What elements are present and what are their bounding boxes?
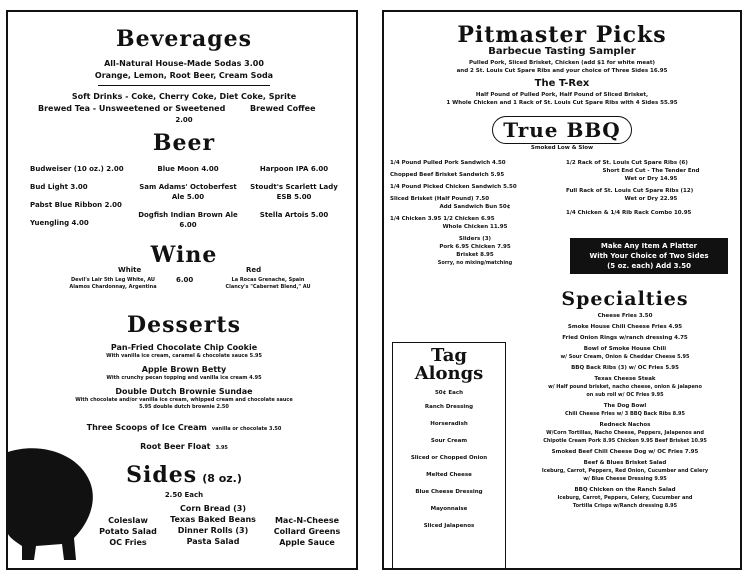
beer-col-2 xyxy=(138,164,238,230)
specialty-item: The Dog Bowl xyxy=(603,403,647,409)
divider xyxy=(98,85,270,86)
specialty-item: Iceburg, Carrot, Peppers, Red Onion, Cucumber and Celery xyxy=(541,468,709,474)
wine-item: Devil's Lair 5th Leg White, AU xyxy=(70,277,155,283)
beer-item: Stoudt's Scarlett Lady ESB 5.00 xyxy=(250,183,338,201)
rib-item: 1/4 Chicken & 1/4 Rib Rack Combo 10.95 xyxy=(566,210,692,216)
sides-col-1 xyxy=(83,515,173,548)
beer-item: Harpoon IPA 6.00 xyxy=(259,165,329,173)
bbq-item: Add Sandwich Bun 50¢ xyxy=(439,204,511,210)
beer-item: Stella Artois 5.00 xyxy=(259,211,329,219)
brewed-tea: Brewed Tea - Unsweetened or Sweetened xyxy=(38,104,226,113)
side-item: Potato Salad xyxy=(99,527,157,536)
specialty-item: Smoke House Chili Cheese Fries 4.95 xyxy=(567,324,683,330)
right-menu-panel xyxy=(382,10,742,570)
tag-alongs-word: Alongs xyxy=(414,363,484,384)
bbq-item: Sorry, no mixing/matching xyxy=(437,260,513,266)
beer-item: Blue Moon 4.00 xyxy=(157,165,219,173)
side-item: Dinner Rolls (3) xyxy=(177,526,249,535)
bbq-item: Sliders (3) xyxy=(458,236,492,242)
beer-col-3 xyxy=(244,164,344,220)
wine-heading: Wine xyxy=(150,242,218,268)
wine-item: Alamos Chardonnay, Argentina xyxy=(69,284,157,290)
sides-col-3 xyxy=(260,515,354,548)
beer-heading: Beer xyxy=(152,130,216,156)
sides-title xyxy=(8,462,360,488)
specialty-item: Cheese Fries 3.50 xyxy=(597,313,653,319)
trex-line: 1 Whole Chicken and 1 Rack of St. Louis Cut Spare Ribs with 4 Sides 55.95 xyxy=(446,100,678,106)
bbq-left-list xyxy=(390,159,560,267)
platter-line: Make Any Item A Platter xyxy=(600,242,698,250)
side-item: Texas Baked Beans xyxy=(170,515,256,524)
sides-col-2 xyxy=(163,503,263,547)
sampler-line: Pulled Pork, Sliced Brisket, Chicken (add $1 for white meat) xyxy=(468,60,655,66)
rib-item: Wet or Dry 14.95 xyxy=(624,176,678,182)
true-bbq-heading: True BBQ xyxy=(492,116,631,144)
dessert-name: Three Scoops of Ice Cream xyxy=(86,423,207,432)
platter-line: With Your Choice of Two Sides xyxy=(589,252,709,260)
dessert-name: Double Dutch Brownie Sundae xyxy=(115,387,253,396)
rib-item: Wet or Dry 22.95 xyxy=(624,196,678,202)
beer-item: Budweiser (10 oz.) 2.00 xyxy=(30,165,124,173)
dessert-line xyxy=(18,415,350,434)
tag-alongs-word: Tag xyxy=(431,345,467,366)
white-wines xyxy=(48,277,178,291)
pitmaster-heading: Pitmaster Picks xyxy=(457,22,667,48)
tag-item: Melted Cheese xyxy=(426,472,472,478)
side-item: Pasta Salad xyxy=(186,537,240,546)
sampler-line: and 2 St. Louis Cut Spare Ribs and your choice of Three Sides 16.95 xyxy=(456,68,668,74)
beverages-heading: Beverages xyxy=(116,26,252,52)
tag-item: Blue Cheese Dressing xyxy=(415,489,483,495)
specialty-item: Fried Onion Rings w/ranch dressing 4.75 xyxy=(562,335,688,341)
rib-item: 1/2 Rack of St. Louis Cut Spare Ribs (6) xyxy=(566,160,688,166)
tag-item: Sliced or Chopped Onion xyxy=(410,455,488,461)
rib-item: Full Rack of St. Louis Cut Spare Ribs (12) xyxy=(566,188,694,194)
dessert-desc: vanilla or chocolate 3.50 xyxy=(211,426,282,432)
dessert-name: Pan-Fried Chocolate Chip Cookie xyxy=(110,343,258,352)
specialty-item: BBQ Back Ribs (3) w/ OC Fries 5.95 xyxy=(571,365,679,371)
beer-item: Yuengling 4.00 xyxy=(30,219,89,227)
platter-line: (5 oz. each) Add 3.50 xyxy=(607,262,691,270)
bbq-item: Pork 6.95 Chicken 7.95 xyxy=(439,244,511,250)
trex-desc xyxy=(384,91,740,107)
bbq-item: Sliced Brisket (Half Pound) 7.50 xyxy=(390,196,490,202)
dessert-name: Root Beer Float xyxy=(140,442,211,451)
specialty-item: Chili Cheese Fries w/ 3 BBQ Back Ribs 8.95 xyxy=(564,411,686,417)
tag-item: Sliced Jalapenos xyxy=(423,523,475,529)
sides-heading: Sides xyxy=(126,462,198,488)
beer-col-1 xyxy=(30,164,140,228)
side-item: OC Fries xyxy=(109,538,147,547)
true-bbq-banner xyxy=(384,116,740,144)
dessert-desc: With crunchy pecan topping and vanilla ice cream 4.95 xyxy=(106,375,262,381)
bbq-item: 1/4 Chicken 3.95 1/2 Chicken 6.95 xyxy=(390,216,495,222)
side-item: Corn Bread (3) xyxy=(179,504,247,513)
bbq-item: Chopped Beef Brisket Sandwich 5.95 xyxy=(390,172,505,178)
tag-alongs-box xyxy=(392,342,506,569)
tag-alongs-price: 50¢ Each xyxy=(434,390,464,396)
tag-item: Sour Cream xyxy=(430,438,468,444)
desserts-heading: Desserts xyxy=(127,312,241,338)
side-item: Coleslaw xyxy=(108,516,148,525)
specialty-item: Iceburg, Carrot, Peppers, Celery, Cucumber and xyxy=(557,495,693,501)
bbq-item: Whole Chicken 11.95 xyxy=(442,224,508,230)
wine-price: 6.00 xyxy=(176,276,194,284)
beer-item: Sam Adams' Octoberfest Ale 5.00 xyxy=(139,183,237,201)
specialty-item: w/ Sour Cream, Onion & Cheddar Cheese 5.95 xyxy=(560,354,690,360)
platter-box xyxy=(570,238,728,274)
side-item: Apple Sauce xyxy=(279,538,335,547)
bbq-right-list xyxy=(566,159,736,217)
rib-item: Short End Cut - The Tender End xyxy=(602,168,700,174)
sampler-desc xyxy=(384,59,740,75)
sides-size: (8 oz.) xyxy=(202,472,242,485)
specialty-item: Bowl of Smoke House Chili xyxy=(583,346,667,352)
tag-alongs-list xyxy=(393,403,505,530)
specialty-item: Redneck Nachos xyxy=(599,422,651,428)
specialty-item: on sub roll w/ OC Fries 9.95 xyxy=(586,392,664,398)
tag-item: Horseradish xyxy=(430,421,468,427)
bbq-subtitle: Smoked Low & Slow xyxy=(530,145,594,151)
specialty-item: BBQ Chicken on the Ranch Salad xyxy=(574,487,676,493)
dessert-desc: With vanilla ice cream, caramel & chocolate sauce 5.95 xyxy=(106,353,262,359)
soda-flavors: Orange, Lemon, Root Beer, Cream Soda xyxy=(94,71,274,80)
trex-line: Half Pound of Pulled Pork, Half Pound of Sliced Brisket, xyxy=(475,92,649,98)
specialty-item: Texas Cheese Steak xyxy=(594,376,656,382)
wine-item: La Rocas Grenache, Spain xyxy=(231,277,305,283)
specialty-item: w/ Blue Cheese Dressing 9.95 xyxy=(583,476,667,482)
bbq-item: Brisket 8.95 xyxy=(456,252,494,258)
side-item: Mac-N-Cheese xyxy=(274,516,340,525)
beer-item: Bud Light 3.00 xyxy=(30,183,88,191)
red-label: Red xyxy=(246,266,262,274)
wine-item: Clancy's "Cabernet Blend," AU xyxy=(225,284,311,290)
white-label: White xyxy=(118,266,142,274)
sodas-line: All-Natural House-Made Sodas 3.00 xyxy=(104,59,264,68)
left-menu-panel xyxy=(6,10,358,570)
specialty-item: Smoked Beef Chili Cheese Dog w/ OC Fries 7.95 xyxy=(551,449,699,455)
specialty-item: w/ Half pound brisket, nacho cheese, onion & jalapeno xyxy=(548,384,702,390)
specialty-item: W/Corn Tortillas, Nacho Cheese, Peppers, Jalapenos and xyxy=(546,430,704,436)
dessert-desc: 3.95 xyxy=(215,445,228,451)
sampler-title: Barbecue Tasting Sampler xyxy=(488,46,636,57)
bbq-item: 1/4 Pound Picked Chicken Sandwich 5.50 xyxy=(390,184,517,190)
brewed-coffee: Brewed Coffee xyxy=(250,104,316,113)
red-wines xyxy=(203,277,333,291)
specialty-item: Beef & Blues Brisket Salad xyxy=(583,460,667,466)
specialties-list xyxy=(510,312,740,510)
specialties-heading: Specialties xyxy=(561,288,689,310)
tag-item: Mayonnaise xyxy=(430,506,468,512)
desserts-list xyxy=(18,342,350,453)
drinks-price: 2.00 xyxy=(175,116,193,124)
tag-item: Ranch Dressing xyxy=(424,404,474,410)
dessert-name: Apple Brown Betty xyxy=(141,365,227,374)
specialty-item: Tortilla Crisps w/Ranch dressing 8.95 xyxy=(572,503,678,509)
beer-item: Dogfish Indian Brown Ale 6.00 xyxy=(138,211,238,229)
trex-title: The T-Rex xyxy=(534,78,590,89)
tag-alongs-heading xyxy=(393,347,505,383)
beer-item: Pabst Blue Ribbon 2.00 xyxy=(30,201,122,209)
specialty-item: Chipotle Cream Pork 8.95 Chicken 9.95 Beef Brisket 10.95 xyxy=(543,438,707,444)
dessert-desc: With chocolate and/or vanilla ice cream, whipped cream and chocolate sauce 5.95 double dutch brownie 2.50 xyxy=(75,397,293,410)
soft-drinks-line: Soft Drinks - Coke, Cherry Coke, Diet Coke, Sprite xyxy=(71,92,297,101)
sides-price: 2.50 Each xyxy=(164,491,204,499)
side-item: Collard Greens xyxy=(273,527,341,536)
bbq-item: 1/4 Pound Pulled Pork Sandwich 4.50 xyxy=(390,160,506,166)
